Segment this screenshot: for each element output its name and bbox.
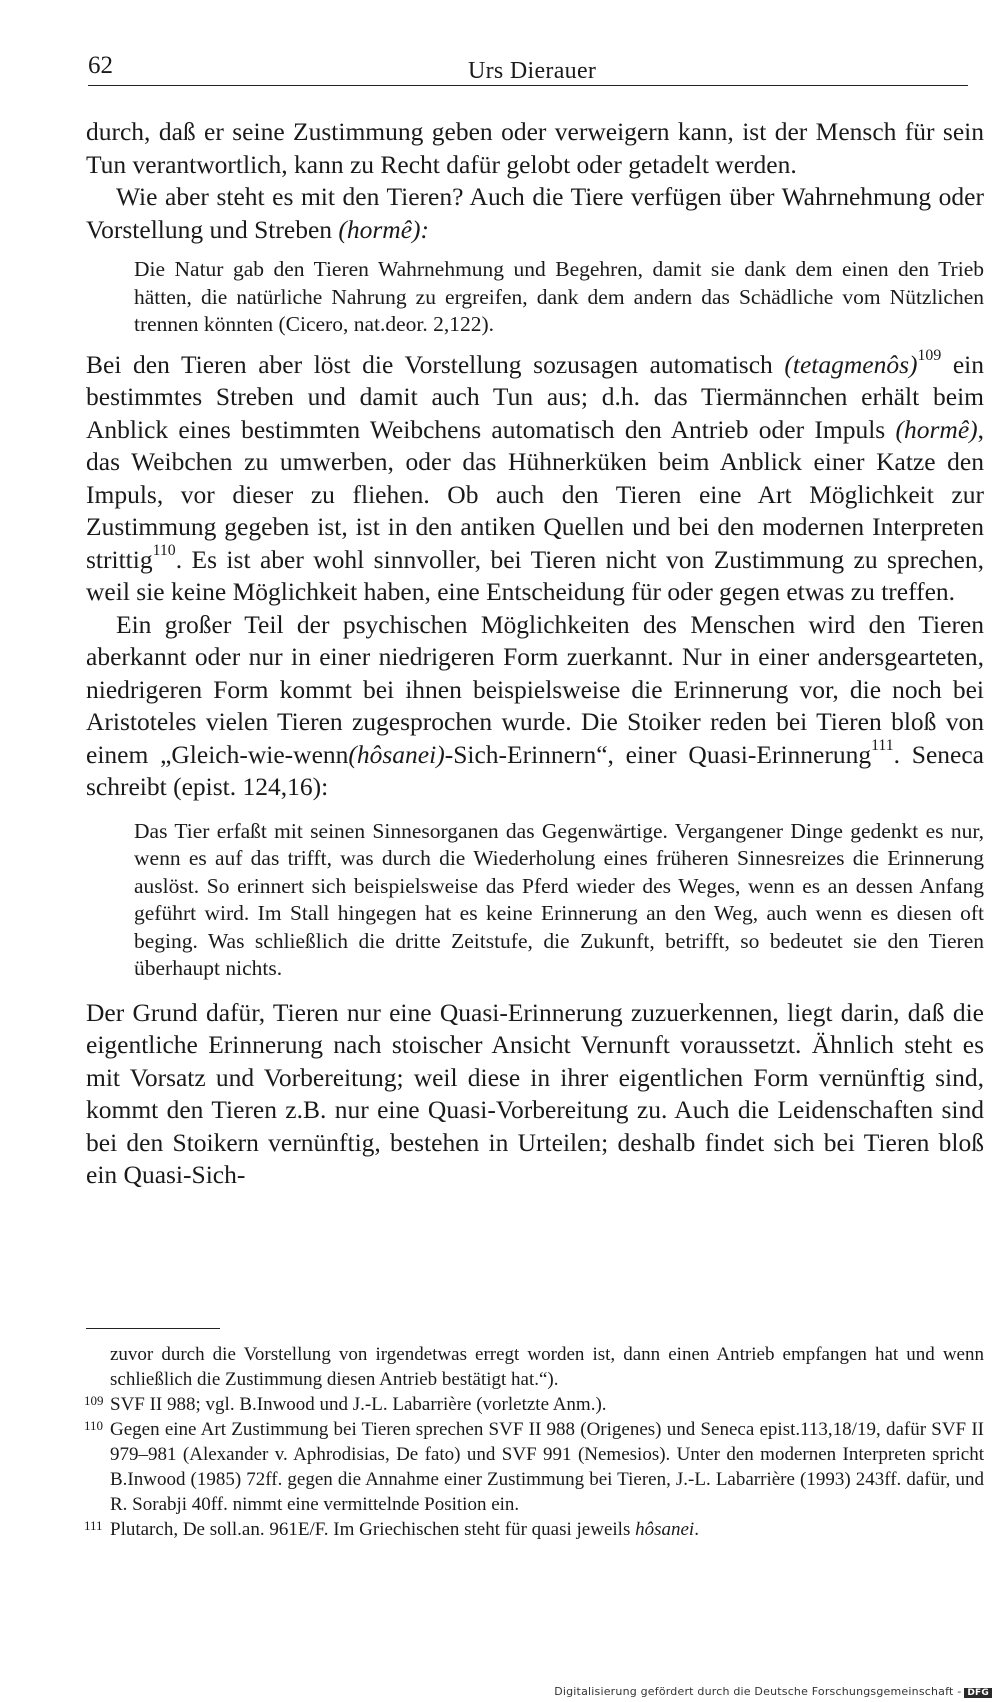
- footnote-rule: [86, 1328, 220, 1329]
- paragraph-5: Der Grund dafür, Tieren nur eine Quasi-Erinnerung zuzuerkennen, liegt darin, daß die eigentliche Erinnerung nach stoischer Ansicht Vernunft voraussetzt. Ähnlich steht es mit Vorsatz und Vorbereitung; weil diese in ihrer eigentlichen Form vernünftig sind, kommt den Tieren z.B. nur eine Quasi-Vorbereitung zu. Auch die Leidenschaften sind bei den Stoikern vernünftig, bestehen in Urteilen; deshalb findet sich bei Tieren bloß ein Quasi-Sich-: [86, 997, 984, 1189]
- footnote-text-111-a: Plutarch, De soll.an. 961E/F. Im Griechischen steht für quasi jeweils: [110, 1519, 636, 1540]
- term-horme-2: (hormê): [895, 414, 978, 444]
- footnote-continuation: zuvor durch die Vorstellung von irgendetwas erregt worden ist, dann einen Antrieb empfangen hat und wenn schließlich die Zustimmung diesen Antrieb bestätigt hat.“).: [110, 1344, 984, 1390]
- footnote-number-109: 109: [84, 1393, 104, 1408]
- digitization-stamp: [554, 1685, 992, 1698]
- paragraph-2-text: Wie aber steht es mit den Tieren? Auch die Tiere verfügen über Wahrnehmung oder Vorstellung und Streben: [86, 182, 984, 244]
- footnote-110: [84, 1417, 984, 1517]
- paragraph-3-text-b: ein bestimmtes Streben und damit auch Tun aus; d.h. das Tiermännchen erhält beim Anblick eines bestimmten Weibchens automatisch den Antrieb oder Impuls: [86, 349, 984, 444]
- term-horme: (hormê):: [338, 214, 430, 244]
- paragraph-3-text-a: Bei den Tieren aber löst die Vorstellung sozusagen automatisch: [86, 349, 785, 379]
- footnote-text-111-b: .: [694, 1519, 699, 1540]
- paragraph-3: [86, 346, 984, 609]
- term-hosanei: (hôsanei): [348, 739, 445, 769]
- footnote-ref-111[interactable]: 111: [871, 736, 894, 754]
- paragraph-3-text-c: , das Weibchen zu umwerben, oder das Hühnerküken beim Anblick einer Katze den Impuls, vor dieser zu fliehen. Ob auch den Tieren eine Art Möglichkeit zur Zustimmung gegeben ist, ist in den antiken Quellen und bei den modernen Interpreten strittig: [86, 414, 984, 574]
- footnote-ref-109[interactable]: 109: [917, 346, 942, 364]
- running-head: Urs Dierauer: [468, 58, 597, 84]
- footnote-111: [84, 1517, 984, 1542]
- footnote-text-109: SVF II 988; vgl. B.Inwood und J.-L. Labarrière (vorletzte Anm.).: [110, 1394, 607, 1415]
- page-header: [88, 50, 968, 86]
- block-quote-seneca: Das Tier erfaßt mit seinen Sinnesorganen das Gegenwärtige. Vergangener Dinge gedenkt es nur, wenn es auf das trifft, was durch die Wiederholung eines früheren Sinnesreizes die Erinnerung auslöst. So erinnert sich beispielsweise das Pferd wieder des Weges, wenn es an dessen Anfang geführt wird. Im Stall hingegen hat es keine Erinnerung an den Weg, auch wenn es diesen oft beging. Was schließlich die dritte Zeitstufe, die Zukunft, betrifft, so bedeutet sie den Tieren überhaupt nichts.: [134, 818, 984, 980]
- header-rule: [88, 85, 968, 86]
- footnote-text-110: Gegen eine Art Zustimmung bei Tieren sprechen SVF II 988 (Origenes) und Seneca epist.113,18/19, dafür SVF II 979–981 (Alexander v. Aphrodisias, De fato) und SVF 991 (Nemesios). Unter den modernen Interpreten spricht B.Inwood (1985) 72ff. gegen die Annahme einer Zustimmung bei Tieren, J.-L. Labarrière (1993) 243ff. dafür, und R. Sorabji 40ff. nimmt eine vermittelnde Position ein.: [110, 1419, 984, 1515]
- paragraph-1: durch, daß er seine Zustimmung geben oder verweigern kann, ist der Mensch für sein Tun verantwortlich, kann zu Recht dafür gelobt oder getadelt werden.: [86, 117, 984, 179]
- term-tetagmenos: (tetagmenôs): [784, 349, 918, 379]
- dfg-logo: DFG: [964, 1688, 992, 1698]
- footnote-number-110: 110: [84, 1418, 104, 1433]
- paragraph-4-text-a: Ein großer Teil der psychischen Möglichkeiten des Menschen wird den Tieren aberkannt oder nur in einer niedrigeren Form zuerkannt. Nur in einer andersgearteten, niedrigeren Form kommt bei ihnen beispielsweise die Erinnerung vor, die noch bei Aristoteles vielen Tieren zugesprochen wurde. Die Stoiker reden bei Tieren bloß von einem „Gleich-wie-wenn: [86, 609, 984, 769]
- main-text: [86, 116, 984, 1192]
- page-number: 62: [88, 52, 113, 79]
- paragraph-3-text-d: . Es ist aber wohl sinnvoller, bei Tieren nicht von Zustimmung zu sprechen, weil sie keine Möglichkeit haben, eine Entscheidung für oder gegen etwas zu treffen.: [86, 544, 984, 606]
- footnote-number-111: 111: [84, 1518, 103, 1533]
- footnote-109: [84, 1392, 984, 1417]
- paragraph-2: [86, 181, 984, 246]
- paragraph-4-text-c: . Seneca schreibt (epist. 124,16):: [86, 739, 984, 801]
- stamp-text: Digitalisierung gefördert durch die Deutsche Forschungsgemeinschaft -: [554, 1685, 962, 1698]
- footnote-ref-110[interactable]: 110: [152, 541, 176, 559]
- paragraph-4-text-b: -Sich-Erinnern“, einer Quasi-Erinnerung: [444, 739, 872, 769]
- footnotes: [84, 1342, 984, 1542]
- paragraph-4: [86, 609, 984, 804]
- footnote-term-hosanei: hôsanei: [635, 1519, 695, 1540]
- block-quote-cicero: Die Natur gab den Tieren Wahrnehmung und Begehren, damit sie dank dem einen den Trieb hätten, die natürliche Nahrung zu ergreifen, dank dem andern das Schädliche vom Nützlichen trennen könnten (Cicero, nat.deor. 2,122).: [134, 257, 984, 336]
